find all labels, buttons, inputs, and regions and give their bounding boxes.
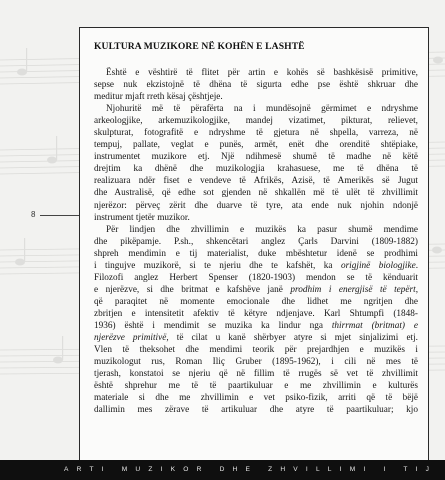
- text-run: arkeologjike, arkemuzikologjike, mandej vizatimet, pikturat, relievet,: [94, 116, 418, 127]
- text-run: dhe Australisë, që edhe sot gjenden në shkallën më të ulët të zhvillimit: [94, 188, 418, 199]
- italic-phrase: njerëzve primitivë: [94, 333, 167, 344]
- body-text: [94, 67, 418, 416]
- text-run: Për lindjen dhe zhvillimin e muzikës ka pasur shumë mendime: [106, 224, 418, 235]
- text-run: tempuj, pallate, veglat e punës, armët, enët dhe orenditë shtëpiake,: [94, 140, 418, 151]
- text-line: [94, 332, 418, 344]
- text-run: Filozofi anglez Herbert Spenser (1820-1903) mendon se të kënduarit: [94, 272, 418, 283]
- text-run: është shprehur me të të paartikuluar e me zhvillimin e kulturës: [94, 381, 418, 392]
- text-run: që paraqitet në momente emocionale dhe lidhet me ngritjen dhe: [94, 296, 418, 307]
- text-run: , të cilat u kanë shërbyer atyre si mjet sinjalizimi etj.: [166, 333, 418, 344]
- text-run: Është e vështirë të flitet për artin e kohës së bashkësisë primitive,: [106, 68, 418, 78]
- text-run: Vlen të theksohet dhe mendimi teorik për prejardhjen e muzikës i: [94, 345, 418, 356]
- text-line: [94, 236, 418, 248]
- text-line: [94, 175, 418, 187]
- text-line: [94, 151, 418, 163]
- text-line: [94, 296, 418, 308]
- section-title: KULTURA MUZIKORE NË KOHËN E LASHTË: [94, 41, 305, 52]
- text-line: [94, 392, 418, 404]
- text-line: [94, 103, 418, 115]
- text-run: i tingujve muzikorë, si te njeriu dhe te kafshët, ka: [94, 260, 341, 271]
- text-run: njerëzor: përveç zërit dhe duarve të tyre, ata ende nuk njohin ndonjë: [94, 200, 418, 211]
- text-line: [94, 368, 418, 380]
- text-run: e njerëzve, si dhe britmat e kafshëve janë: [94, 284, 291, 295]
- text-run: shpreh mendimin e tij materialist, duke mbështetur idenë se prodhimi: [94, 248, 418, 259]
- paragraph: [94, 67, 418, 103]
- text-line: [94, 284, 418, 296]
- text-line: [94, 200, 418, 212]
- text-line: [94, 224, 418, 236]
- text-run: materiale si dhe me zhvillimin e vet psiko-fizik, arriti që të bëjë: [94, 393, 418, 404]
- text-line: [94, 404, 418, 416]
- text-run: realizuara ndër fiset e vendeve të Afrikës, Azisë, të Amerikës së Jugut: [94, 176, 418, 187]
- text-run: instrument tjetër muzikor.: [94, 212, 190, 223]
- text-run: dallimin mes zërave të artikuluar dhe atyre të paartikuluar; kjo: [94, 405, 418, 416]
- text-line: [94, 127, 418, 139]
- text-line: [94, 115, 418, 127]
- text-run: dhe pikëpamje. P.sh., shkencëtari anglez Çarls Darvini (1809-1882): [94, 236, 418, 247]
- italic-phrase: origjinë biologjike: [340, 260, 416, 271]
- text-line: [94, 163, 418, 175]
- text-run: meditur mjaft rreth kësaj çështjeje.: [94, 92, 223, 103]
- text-line: [94, 308, 418, 320]
- text-line: [94, 91, 418, 103]
- italic-phrase: prodhim i energjisë të tepërt: [290, 284, 416, 295]
- text-run: 1936) është i mendimit se muzika ka lindur nga: [94, 320, 332, 331]
- text-run: zbritjen e intensitetit afektiv të këtyre ndjenjave. Karl Shtumpfi (1848-: [94, 308, 418, 319]
- text-line: [94, 67, 418, 79]
- text-run: tjerash, konstatoi se njeriu që në fillim të rrugës së vet të zhvillimit: [94, 369, 418, 380]
- text-line: [94, 380, 418, 392]
- text-line: [94, 187, 418, 199]
- text-line: [94, 260, 418, 272]
- text-run: .: [415, 260, 419, 271]
- text-run: drejtim ka dhënë dhe muzikologjia krahasuese, me të dhëna të: [94, 164, 418, 175]
- text-run: sepse nuk ekzistojnë të dhëna të sigurta edhe pse është shkruar dhe: [94, 80, 418, 91]
- paragraph: [94, 224, 418, 417]
- margin-page-marker: 8: [31, 210, 36, 219]
- text-run: ,: [415, 284, 419, 295]
- running-footer: ARTI MUZIKOR DHE ZHVILLIMI I TIJ: [0, 460, 445, 480]
- text-frame: [79, 27, 429, 466]
- text-line: [94, 139, 418, 151]
- text-line: [94, 344, 418, 356]
- text-run: instrumentet muzikore etj. Një ndihmesë shumë të madhe në këtë: [94, 152, 418, 163]
- text-line: [94, 272, 418, 284]
- text-line: [94, 79, 418, 91]
- paragraph: [94, 103, 418, 223]
- text-line: [94, 356, 418, 368]
- text-line: [94, 212, 418, 224]
- text-line: [94, 248, 418, 260]
- text-run: skulpturat, fotografitë e ndryshme të gjetura në shpella, varreza, në: [94, 128, 418, 139]
- italic-phrase: thirrmat (britmat) e: [331, 320, 418, 331]
- text-run: Njohuritë më të përafërta na i mundësojnë gërmimet e ndryshme: [106, 104, 418, 115]
- text-line: [94, 320, 418, 332]
- text-run: muzikologut rus, Roman Iliç Gruber (1895-1962), i cili në mes të: [94, 357, 418, 368]
